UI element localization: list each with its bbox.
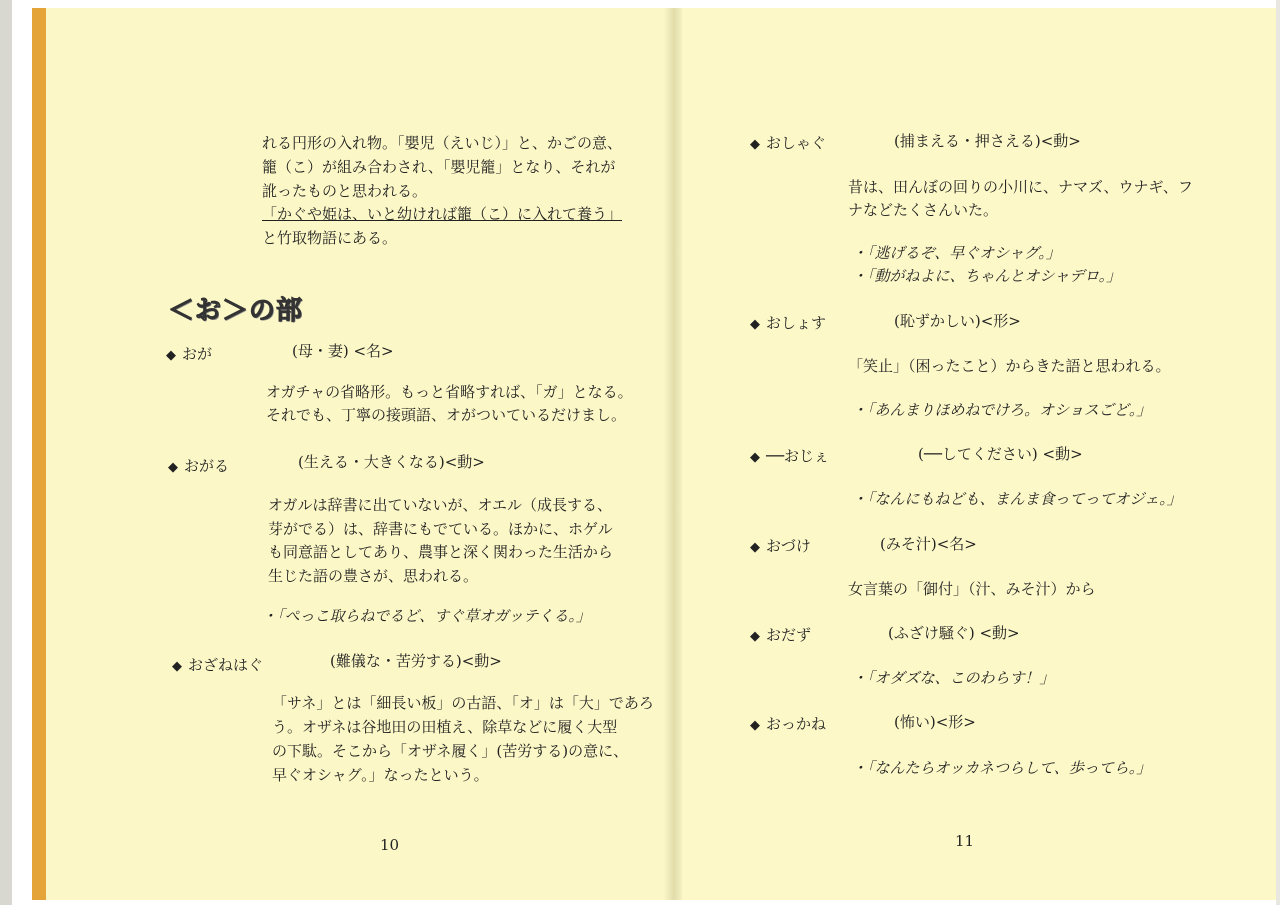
term-text: おが <box>182 345 213 363</box>
entry-body-line: 「サネ」とは「細長い板」の古語、「オ」は「大」であろ <box>272 694 654 712</box>
entry-term <box>750 446 829 468</box>
term-text: おがる <box>184 457 230 475</box>
term-text: おっかね <box>766 715 827 733</box>
entry-meaning: (怖い)<形> <box>894 713 976 731</box>
entry-meaning: (難儀な・苦労する)<動> <box>330 652 502 670</box>
page-gutter <box>664 8 682 900</box>
entry-body-line: 昔は、田んぼの回りの小川に、ナマズ、ウナギ、フ <box>848 178 1193 196</box>
entry-meaning: (母・妻) <名> <box>292 342 394 360</box>
page-number-right: 11 <box>955 832 975 850</box>
entry-body-line: 早ぐオシャグ。」なったという。 <box>272 766 489 784</box>
entry-body-line: オガルは辞書に出ていないが、オエル（成長する、 <box>268 496 612 514</box>
term-text: おだず <box>766 626 812 644</box>
entry-body-line: それでも、丁寧の接頭語、オがついているだけまし。 <box>266 406 627 424</box>
diamond-bullet-icon: ◆ <box>750 317 760 332</box>
entry-term <box>750 313 826 335</box>
entry-example: ・「動がねよに、ちゃんとオシャデロ。」 <box>852 267 1122 285</box>
entry-meaning: (恥ずかしい)<形> <box>894 312 1021 330</box>
entry-term <box>750 625 811 647</box>
diamond-bullet-icon: ◆ <box>750 629 760 644</box>
entry-meaning: (捕まえる・押さえる)<動> <box>894 132 1081 150</box>
entry-term <box>750 714 826 736</box>
entry-meaning: (──してください) <動> <box>918 445 1083 463</box>
entry-example: ・「ぺっこ取らねでるど、すぐ草オガッテくる。」 <box>262 607 591 625</box>
diamond-bullet-icon: ◆ <box>166 348 176 363</box>
entry-example: ・「なんにもねども、まんま食ってってオジェ。」 <box>852 490 1182 508</box>
term-text: おしゃぐ <box>766 134 827 152</box>
entry-example: ・「逃げるぞ、早ぐオシャグ。」 <box>852 244 1061 262</box>
entry-body-line: 生じた語の豊さが、思われる。 <box>268 567 479 585</box>
entry-term <box>168 456 229 478</box>
diamond-bullet-icon: ◆ <box>750 540 760 555</box>
entry-body-line: 「笑止」（困ったこと）からきた語と思われる。 <box>848 357 1171 375</box>
diamond-bullet-icon: ◆ <box>750 718 760 733</box>
entry-term <box>750 536 811 558</box>
scan-border-left <box>0 0 12 905</box>
term-text: ──おじぇ <box>766 447 830 465</box>
entry-term <box>750 133 826 155</box>
intro-quote: 「かぐや姫は、いと幼ければ籠（こ）に入れて養う」 <box>262 205 623 223</box>
entry-body-line: 芽がでる）は、辞書にもでている。ほかに、ホゲル <box>268 520 613 538</box>
entry-body-line: の下駄。そこから「オザネ履く」(苦労する)の意に、 <box>272 742 629 760</box>
intro-line: 訛ったものと思われる。 <box>262 182 428 200</box>
entry-term <box>172 655 263 677</box>
entry-body-line: オガチャの省略形。もっと省略すれば、「ガ」となる。 <box>266 383 633 401</box>
diamond-bullet-icon: ◆ <box>750 450 760 465</box>
intro-line: れる円形の入れ物。「嬰児（えいじ）」と、かごの意、 <box>262 134 623 152</box>
entry-example: ・「なんたらオッカネつらして、歩ってら。」 <box>852 759 1152 777</box>
entry-meaning: (みそ汁)<名> <box>880 535 977 553</box>
scan-border-right <box>1276 0 1280 905</box>
entry-term <box>166 344 212 366</box>
entry-body-line: 女言葉の「御付」（汁、みそ汁）から <box>848 580 1096 598</box>
term-text: おづけ <box>766 537 811 555</box>
term-text: おざねはぐ <box>188 656 264 674</box>
diamond-bullet-icon: ◆ <box>172 659 182 674</box>
diamond-bullet-icon: ◆ <box>750 137 760 152</box>
entry-example: ・「あんまりほめねでけろ。オショスごど。」 <box>852 401 1152 419</box>
intro-line: と竹取物語にある。 <box>262 229 398 247</box>
entry-body-line: ナなどたくさんいた。 <box>848 201 999 219</box>
entry-body-line: う。オザネは谷地田の田植え、除草などに履く大型 <box>272 718 618 736</box>
page-number-left: 10 <box>380 836 400 854</box>
entry-body-line: も同意語としてあり、農事と深く関わった生活から <box>268 543 613 561</box>
entry-example: ・「オダズな、このわらす！」 <box>852 669 1055 687</box>
diamond-bullet-icon: ◆ <box>168 460 178 475</box>
entry-meaning: (ふざけ騒ぐ) <動> <box>888 624 1020 642</box>
term-text: おしょす <box>766 314 827 332</box>
section-heading: ＜お＞の部 <box>168 296 304 326</box>
intro-line: 籠（こ）が組み合わされ、「嬰児籠」となり、それが <box>262 158 616 176</box>
entry-meaning: (生える・大きくなる)<動> <box>298 453 485 471</box>
